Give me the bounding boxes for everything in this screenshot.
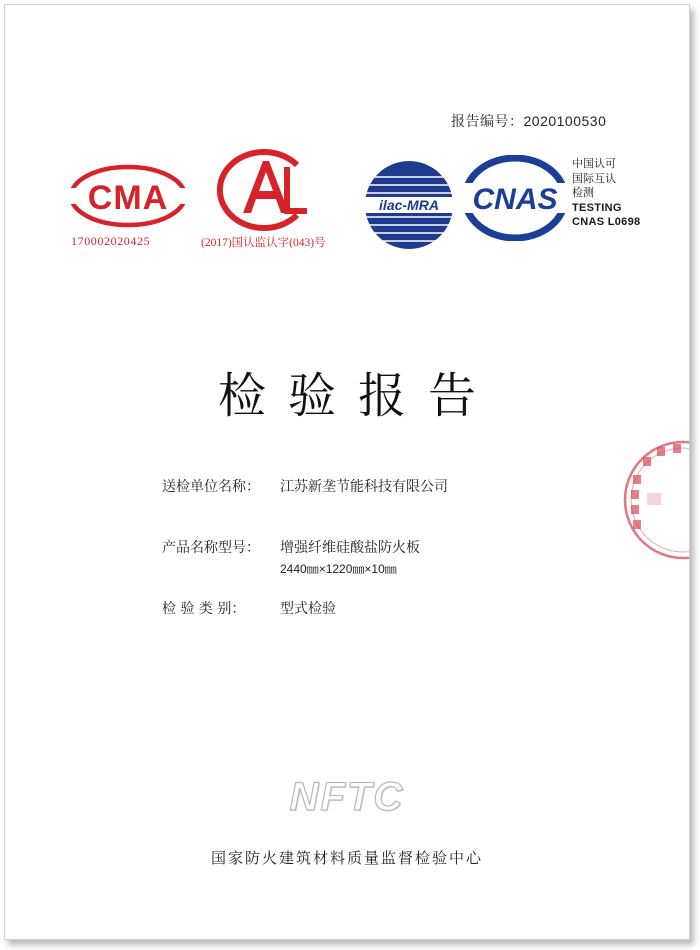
- official-seal: [617, 435, 690, 565]
- cnas-line: 国际互认: [572, 171, 616, 185]
- cnas-line: 中国认可: [572, 157, 616, 170]
- svg-text:CMA: CMA: [87, 179, 169, 217]
- cal-logo: [201, 147, 331, 253]
- product-field: [162, 537, 420, 577]
- report-number-value: 2020100530: [523, 113, 607, 129]
- report-title: 检验报告: [217, 368, 498, 424]
- svg-text:ilac-MRA: ilac-MRA: [379, 197, 439, 213]
- product-spec: 2440㎜×1220㎜×10㎜: [280, 562, 397, 576]
- cnas-logo: [461, 155, 569, 241]
- applicant-label: 送检单位名称：: [162, 479, 260, 495]
- cal-mark-icon: [201, 147, 331, 233]
- cma-code: 170002020425: [71, 234, 151, 248]
- seal-stamp-icon: [617, 435, 690, 565]
- test-type-field: [162, 598, 336, 618]
- cnas-line: TESTING: [572, 201, 622, 214]
- report-number: [451, 111, 606, 131]
- test-type-label: 检 验 类 别：: [162, 601, 246, 617]
- cal-code: (2017)国认监认字(043)号: [201, 237, 326, 249]
- cma-mark-icon: [67, 163, 189, 233]
- product-label: 产品名称型号：: [162, 540, 260, 556]
- svg-text:CNAS: CNAS: [472, 183, 558, 216]
- nftc-brand: NFTC: [289, 775, 405, 819]
- cnas-line: 检测: [572, 186, 594, 199]
- applicant-field: [162, 476, 448, 496]
- report-page: [4, 4, 690, 940]
- ilac-globe-icon: [361, 157, 457, 253]
- issuer-name: 国家防火建筑材料质量监督检验中心: [210, 849, 483, 867]
- product-value-group: [280, 537, 420, 577]
- product-value: 增强纤维硅酸盐防火板: [280, 540, 420, 556]
- cnas-accreditation-text: [572, 157, 640, 230]
- cnas-mark-icon: [461, 155, 569, 241]
- ilac-mra-logo: [361, 157, 457, 253]
- report-number-label: 报告编号：: [451, 114, 524, 130]
- cma-logo: [67, 163, 189, 253]
- applicant-value: 江苏新垄节能科技有限公司: [280, 479, 448, 495]
- test-type-value: 型式检验: [280, 601, 336, 617]
- cnas-line: CNAS L0698: [572, 216, 641, 228]
